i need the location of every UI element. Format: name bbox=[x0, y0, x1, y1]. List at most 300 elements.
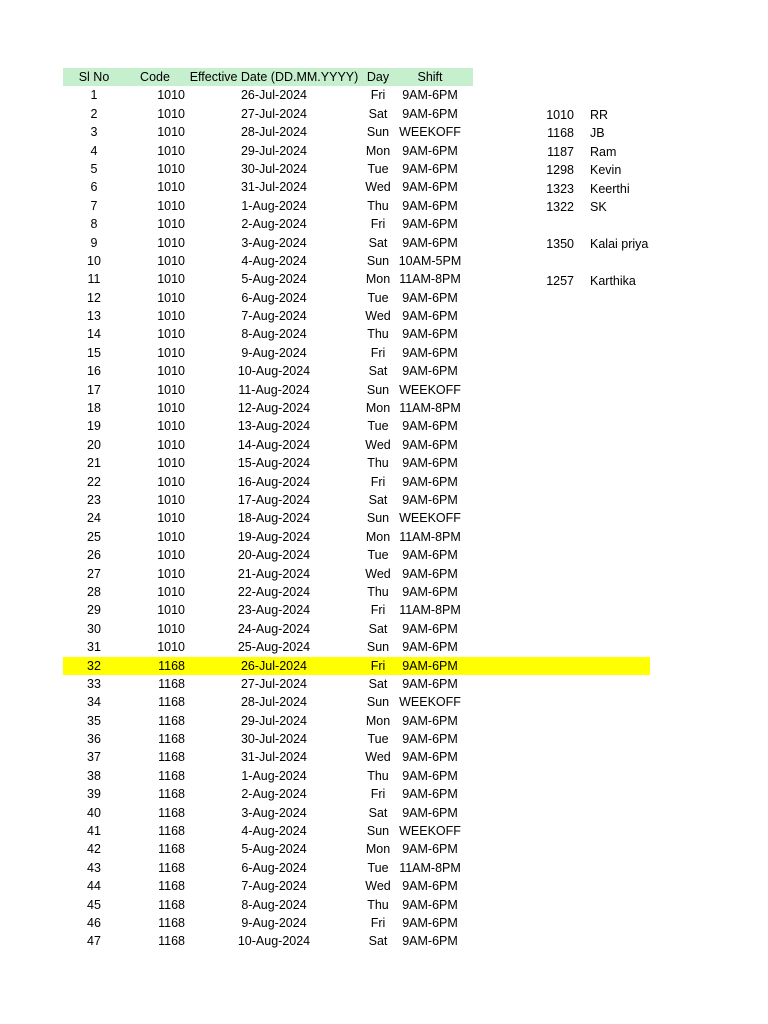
cell-day[interactable]: Sun bbox=[366, 253, 390, 268]
cell-sl-no[interactable]: 43 bbox=[87, 860, 101, 875]
cell-date[interactable]: 30-Jul-2024 bbox=[240, 732, 307, 747]
lookup-code[interactable]: 1322 bbox=[546, 200, 574, 214]
cell-code[interactable]: 1168 bbox=[158, 934, 185, 949]
table-row bbox=[63, 712, 473, 730]
table-row bbox=[63, 399, 473, 417]
table-row bbox=[63, 252, 473, 270]
cell-day[interactable]: Sun bbox=[366, 824, 390, 839]
cell-day[interactable]: Thu bbox=[367, 584, 389, 599]
cell-code[interactable]: 1010 bbox=[157, 566, 185, 581]
cell-sl-no[interactable]: 9 bbox=[90, 235, 98, 250]
cell-date[interactable]: 1-Aug-2024 bbox=[241, 768, 307, 783]
lookup-name[interactable]: RR bbox=[590, 108, 609, 122]
cell-day[interactable]: Fri bbox=[370, 88, 386, 103]
cell-day[interactable]: Sun bbox=[366, 640, 390, 655]
cell-sl-no[interactable]: 23 bbox=[87, 492, 101, 507]
cell-day[interactable]: Sat bbox=[368, 934, 388, 949]
lookup-name[interactable]: SK bbox=[590, 200, 607, 214]
cell-date[interactable]: 25-Aug-2024 bbox=[237, 640, 311, 655]
cell-code[interactable]: 1010 bbox=[157, 327, 185, 342]
cell-shift[interactable]: WEEKOFF bbox=[399, 511, 461, 526]
cell-day[interactable]: Thu bbox=[367, 456, 389, 471]
cell-sl-no[interactable]: 11 bbox=[87, 272, 101, 287]
cell-sl-no[interactable]: 21 bbox=[87, 456, 101, 471]
cell-sl-no[interactable]: 45 bbox=[87, 897, 101, 912]
cell-shift[interactable]: 9AM-6PM bbox=[402, 235, 458, 250]
cell-shift[interactable]: 9AM-6PM bbox=[402, 345, 458, 360]
cell-day[interactable]: Wed bbox=[365, 879, 391, 894]
cell-sl-no[interactable]: 8 bbox=[90, 217, 98, 232]
cell-sl-no[interactable]: 6 bbox=[90, 180, 98, 195]
cell-day[interactable]: Mon bbox=[365, 842, 391, 857]
cell-day[interactable]: Tue bbox=[367, 290, 389, 305]
lookup-name[interactable]: Ram bbox=[590, 144, 617, 159]
cell-code[interactable]: 1010 bbox=[157, 529, 185, 544]
cell-shift[interactable]: 9AM-6PM bbox=[402, 309, 458, 324]
cell-code[interactable]: 1010 bbox=[157, 143, 185, 158]
lookup-name[interactable]: Kevin bbox=[590, 163, 622, 178]
cell-day[interactable]: Mon bbox=[365, 143, 391, 158]
cell-sl-no[interactable]: 38 bbox=[87, 768, 101, 783]
header-sl-no[interactable]: Sl No bbox=[78, 70, 110, 84]
cell-day[interactable]: Sat bbox=[368, 805, 388, 820]
cell-shift[interactable]: 11AM-8PM bbox=[399, 860, 461, 875]
cell-shift[interactable]: 11AM-8PM bbox=[399, 401, 461, 416]
cell-sl-no[interactable]: 40 bbox=[87, 805, 101, 820]
cell-day[interactable]: Wed bbox=[365, 750, 391, 765]
cell-shift[interactable]: 9AM-6PM bbox=[402, 621, 458, 636]
cell-sl-no[interactable]: 19 bbox=[87, 419, 101, 434]
table-row bbox=[63, 565, 473, 583]
cell-code[interactable]: 1010 bbox=[157, 106, 185, 121]
cell-date[interactable]: 23-Aug-2024 bbox=[237, 603, 311, 618]
cell-date[interactable]: 5-Aug-2024 bbox=[241, 272, 307, 287]
cell-code[interactable]: 1010 bbox=[157, 382, 185, 397]
cell-sl-no[interactable]: 31 bbox=[87, 640, 101, 655]
cell-shift[interactable]: 9AM-6PM bbox=[402, 897, 458, 912]
cell-date[interactable]: 27-Jul-2024 bbox=[240, 106, 307, 121]
lookup-code[interactable]: 1350 bbox=[546, 236, 574, 251]
cell-day[interactable]: Sat bbox=[368, 364, 388, 379]
table-row bbox=[63, 307, 473, 325]
cell-code[interactable]: 1168 bbox=[158, 824, 185, 839]
cell-shift[interactable]: 9AM-6PM bbox=[402, 879, 458, 894]
cell-day[interactable]: Mon bbox=[365, 272, 391, 287]
cell-shift[interactable]: 9AM-6PM bbox=[402, 364, 458, 379]
cell-day[interactable]: Fri bbox=[370, 474, 386, 489]
cell-day[interactable]: Wed bbox=[365, 566, 391, 581]
cell-date[interactable]: 2-Aug-2024 bbox=[241, 217, 307, 232]
cell-day[interactable]: Fri bbox=[370, 915, 386, 930]
cell-sl-no[interactable]: 34 bbox=[87, 695, 101, 710]
cell-sl-no[interactable]: 35 bbox=[87, 713, 101, 728]
cell-sl-no[interactable]: 24 bbox=[87, 511, 101, 526]
cell-shift[interactable]: 9AM-6PM bbox=[402, 198, 458, 213]
cell-shift[interactable]: 9AM-6PM bbox=[402, 474, 458, 489]
cell-code[interactable]: 1010 bbox=[157, 217, 185, 232]
cell-date[interactable]: 13-Aug-2024 bbox=[237, 419, 311, 434]
lookup-item bbox=[530, 272, 670, 290]
cell-date[interactable]: 28-Jul-2024 bbox=[240, 695, 307, 710]
cell-day[interactable]: Mon bbox=[365, 529, 391, 544]
cell-shift[interactable]: 9AM-6PM bbox=[402, 456, 458, 471]
cell-date[interactable]: 4-Aug-2024 bbox=[241, 253, 307, 268]
cell-date[interactable]: 6-Aug-2024 bbox=[241, 860, 307, 875]
cell-shift[interactable]: 9AM-6PM bbox=[402, 290, 458, 305]
lookup-code[interactable]: 1187 bbox=[547, 144, 574, 159]
cell-sl-no[interactable]: 36 bbox=[87, 732, 101, 747]
cell-sl-no[interactable]: 39 bbox=[87, 787, 101, 802]
cell-shift[interactable]: 9AM-6PM bbox=[402, 566, 458, 581]
lookup-code[interactable]: 1257 bbox=[546, 273, 574, 288]
cell-day[interactable]: Tue bbox=[367, 419, 389, 434]
cell-code[interactable]: 1010 bbox=[157, 401, 185, 416]
cell-sl-no[interactable]: 4 bbox=[90, 143, 98, 158]
cell-sl-no[interactable]: 13 bbox=[87, 309, 101, 324]
cell-date[interactable]: 27-Jul-2024 bbox=[240, 676, 307, 691]
cell-day[interactable]: Sun bbox=[366, 125, 390, 140]
cell-day[interactable]: Fri bbox=[370, 603, 386, 618]
cell-date[interactable]: 14-Aug-2024 bbox=[237, 437, 311, 452]
cell-day[interactable]: Mon bbox=[365, 713, 391, 728]
lookup-item bbox=[530, 106, 670, 124]
lookup-name[interactable]: Kalai priya bbox=[590, 236, 649, 251]
cell-date[interactable]: 17-Aug-2024 bbox=[237, 492, 311, 507]
cell-shift[interactable]: 11AM-8PM bbox=[399, 529, 461, 544]
cell-shift[interactable]: 9AM-6PM bbox=[402, 584, 458, 599]
cell-code[interactable]: 1010 bbox=[157, 492, 185, 507]
table-row bbox=[63, 748, 473, 766]
table-row bbox=[63, 270, 473, 288]
cell-day[interactable]: Tue bbox=[367, 860, 389, 875]
cell-date[interactable]: 8-Aug-2024 bbox=[241, 897, 307, 912]
table-row bbox=[63, 289, 473, 307]
cell-shift[interactable]: 9AM-6PM bbox=[402, 327, 458, 342]
cell-code[interactable]: 1010 bbox=[157, 253, 185, 268]
cell-day[interactable]: Tue bbox=[367, 732, 389, 747]
cell-sl-no[interactable]: 5 bbox=[90, 161, 98, 176]
cell-day[interactable]: Wed bbox=[365, 437, 391, 452]
table-row bbox=[63, 804, 473, 822]
table-row bbox=[63, 197, 473, 215]
cell-date[interactable]: 1-Aug-2024 bbox=[241, 198, 307, 213]
cell-date[interactable]: 15-Aug-2024 bbox=[237, 456, 311, 471]
cell-code[interactable]: 1168 bbox=[158, 897, 185, 912]
cell-day[interactable]: Fri bbox=[370, 217, 386, 232]
cell-sl-no[interactable]: 44 bbox=[87, 879, 101, 894]
header-code[interactable]: Code bbox=[140, 70, 170, 84]
header-shift[interactable]: Shift bbox=[417, 70, 443, 84]
cell-code[interactable]: 1010 bbox=[157, 548, 185, 563]
cell-date[interactable]: 6-Aug-2024 bbox=[241, 290, 307, 305]
cell-date[interactable]: 24-Aug-2024 bbox=[237, 621, 311, 636]
table-row bbox=[63, 785, 473, 803]
table-row bbox=[63, 86, 473, 104]
cell-shift[interactable]: 9AM-6PM bbox=[402, 768, 458, 783]
cell-date[interactable]: 30-Jul-2024 bbox=[240, 161, 307, 176]
cell-sl-no[interactable]: 25 bbox=[87, 529, 101, 544]
cell-code[interactable]: 1168 bbox=[158, 915, 185, 930]
cell-date[interactable]: 16-Aug-2024 bbox=[237, 474, 311, 489]
cell-date[interactable]: 3-Aug-2024 bbox=[241, 235, 307, 250]
cell-day[interactable]: Sun bbox=[366, 695, 390, 710]
cell-sl-no[interactable]: 47 bbox=[87, 934, 101, 949]
cell-date[interactable]: 10-Aug-2024 bbox=[237, 934, 311, 949]
cell-day[interactable]: Sat bbox=[368, 621, 388, 636]
cell-date[interactable]: 21-Aug-2024 bbox=[237, 566, 311, 581]
table-row bbox=[63, 105, 473, 123]
cell-sl-no[interactable]: 22 bbox=[87, 474, 101, 489]
cell-shift[interactable]: 9AM-6PM bbox=[402, 713, 458, 728]
lookup-name[interactable]: JB bbox=[590, 126, 605, 141]
cell-code[interactable]: 1010 bbox=[157, 621, 185, 636]
cell-sl-no[interactable]: 41 bbox=[87, 824, 101, 839]
cell-sl-no[interactable]: 16 bbox=[87, 364, 101, 379]
cell-code[interactable]: 1010 bbox=[157, 364, 185, 379]
cell-code[interactable]: 1168 bbox=[158, 658, 185, 673]
cell-day[interactable]: Thu bbox=[367, 897, 389, 912]
cell-code[interactable]: 1010 bbox=[157, 419, 185, 434]
cell-date[interactable]: 31-Jul-2024 bbox=[240, 750, 307, 765]
cell-shift[interactable]: 11AM-8PM bbox=[399, 272, 461, 287]
cell-date[interactable]: 3-Aug-2024 bbox=[241, 805, 307, 820]
cell-sl-no[interactable]: 12 bbox=[87, 290, 101, 305]
table-row bbox=[63, 859, 473, 877]
table-row bbox=[63, 234, 473, 252]
cell-shift[interactable]: 9AM-6PM bbox=[402, 180, 458, 195]
cell-shift[interactable]: 9AM-6PM bbox=[402, 492, 458, 507]
cell-day[interactable]: Thu bbox=[367, 768, 389, 783]
cell-day[interactable]: Tue bbox=[367, 161, 389, 176]
cell-date[interactable]: 2-Aug-2024 bbox=[241, 787, 307, 802]
cell-date[interactable]: 11-Aug-2024 bbox=[238, 382, 310, 397]
cell-date[interactable]: 22-Aug-2024 bbox=[237, 584, 311, 599]
cell-shift[interactable]: 9AM-6PM bbox=[402, 676, 458, 691]
cell-shift[interactable]: WEEKOFF bbox=[399, 824, 461, 839]
table-row bbox=[63, 528, 473, 546]
table-row bbox=[63, 344, 473, 362]
cell-shift[interactable]: 9AM-6PM bbox=[402, 88, 458, 103]
cell-shift[interactable]: WEEKOFF bbox=[399, 695, 461, 710]
cell-date[interactable]: 31-Jul-2024 bbox=[240, 180, 307, 195]
cell-code[interactable]: 1010 bbox=[157, 161, 185, 176]
table-row bbox=[63, 325, 473, 343]
cell-sl-no[interactable]: 37 bbox=[87, 750, 101, 765]
table-row bbox=[63, 509, 473, 527]
cell-code[interactable]: 1168 bbox=[158, 768, 185, 783]
cell-date[interactable]: 5-Aug-2024 bbox=[241, 842, 307, 857]
cell-day[interactable]: Sun bbox=[366, 382, 390, 397]
cell-date[interactable]: 18-Aug-2024 bbox=[237, 511, 311, 526]
table-row bbox=[63, 417, 473, 435]
cell-shift[interactable]: 9AM-6PM bbox=[402, 658, 458, 673]
cell-day[interactable]: Sat bbox=[368, 676, 388, 691]
cell-sl-no[interactable]: 17 bbox=[87, 382, 101, 397]
cell-date[interactable]: 9-Aug-2024 bbox=[241, 915, 307, 930]
table-row bbox=[63, 546, 473, 564]
cell-date[interactable]: 26-Jul-2024 bbox=[240, 88, 307, 103]
table-row bbox=[63, 160, 473, 178]
cell-code[interactable]: 1010 bbox=[157, 456, 185, 471]
lookup-item bbox=[530, 216, 670, 234]
cell-code[interactable]: 1010 bbox=[157, 640, 185, 655]
table-row bbox=[63, 381, 473, 399]
cell-date[interactable]: 8-Aug-2024 bbox=[241, 327, 307, 342]
cell-shift[interactable]: 9AM-6PM bbox=[402, 106, 458, 121]
table-row bbox=[63, 767, 473, 785]
cell-date[interactable]: 28-Jul-2024 bbox=[240, 125, 307, 140]
cell-day[interactable]: Wed bbox=[365, 309, 391, 324]
header-day[interactable]: Day bbox=[366, 70, 390, 84]
lookup-item bbox=[530, 180, 670, 198]
cell-date[interactable]: 29-Jul-2024 bbox=[240, 713, 307, 728]
cell-date[interactable]: 7-Aug-2024 bbox=[241, 879, 307, 894]
cell-sl-no[interactable]: 10 bbox=[87, 253, 101, 268]
cell-day[interactable]: Wed bbox=[365, 180, 391, 195]
cell-date[interactable]: 4-Aug-2024 bbox=[241, 824, 307, 839]
cell-day[interactable]: Sat bbox=[368, 235, 388, 250]
cell-shift[interactable]: 9AM-6PM bbox=[402, 732, 458, 747]
cell-code[interactable]: 1010 bbox=[157, 180, 185, 195]
cell-date[interactable]: 26-Jul-2024 bbox=[240, 658, 307, 673]
cell-code[interactable]: 1010 bbox=[157, 511, 185, 526]
cell-code[interactable]: 1010 bbox=[157, 235, 185, 250]
cell-shift[interactable]: WEEKOFF bbox=[399, 125, 461, 140]
table-row bbox=[63, 877, 473, 895]
cell-sl-no[interactable]: 29 bbox=[87, 603, 101, 618]
cell-sl-no[interactable]: 30 bbox=[87, 621, 101, 636]
table-row bbox=[63, 601, 473, 619]
cell-shift[interactable]: 9AM-6PM bbox=[402, 750, 458, 765]
lookup-code[interactable]: 1168 bbox=[547, 126, 574, 141]
cell-shift[interactable]: 9AM-6PM bbox=[402, 915, 458, 930]
cell-code[interactable]: 1010 bbox=[157, 603, 185, 618]
table-row bbox=[63, 178, 473, 196]
table-row bbox=[63, 583, 473, 601]
lookup-name[interactable]: Keerthi bbox=[590, 181, 630, 196]
lookup-code[interactable]: 1298 bbox=[546, 163, 574, 178]
table-row bbox=[63, 914, 473, 932]
cell-code[interactable]: 1010 bbox=[157, 584, 185, 599]
cell-code[interactable]: 1168 bbox=[158, 860, 185, 875]
cell-sl-no[interactable]: 7 bbox=[90, 198, 98, 213]
cell-sl-no[interactable]: 28 bbox=[87, 584, 101, 599]
table-row bbox=[63, 454, 473, 472]
cell-code[interactable]: 1010 bbox=[157, 272, 185, 287]
cell-sl-no[interactable]: 3 bbox=[90, 125, 98, 140]
cell-date[interactable]: 7-Aug-2024 bbox=[241, 309, 307, 324]
cell-day[interactable]: Sun bbox=[366, 511, 390, 526]
cell-code[interactable]: 1010 bbox=[157, 437, 185, 452]
cell-shift[interactable]: 9AM-6PM bbox=[402, 437, 458, 452]
cell-code[interactable]: 1010 bbox=[157, 125, 185, 140]
lookup-code[interactable]: 1323 bbox=[546, 181, 574, 196]
cell-sl-no[interactable]: 32 bbox=[87, 658, 101, 673]
cell-sl-no[interactable]: 27 bbox=[87, 566, 101, 581]
cell-sl-no[interactable]: 14 bbox=[87, 327, 101, 342]
cell-shift[interactable]: 9AM-6PM bbox=[402, 143, 458, 158]
cell-date[interactable]: 19-Aug-2024 bbox=[237, 529, 311, 544]
cell-code[interactable]: 1010 bbox=[157, 290, 185, 305]
cell-code[interactable]: 1010 bbox=[157, 198, 185, 213]
cell-code[interactable]: 1168 bbox=[158, 713, 185, 728]
cell-date[interactable]: 10-Aug-2024 bbox=[237, 364, 311, 379]
table-row bbox=[63, 730, 473, 748]
cell-code[interactable]: 1010 bbox=[157, 309, 185, 324]
cell-code[interactable]: 1168 bbox=[158, 695, 185, 710]
cell-code[interactable]: 1168 bbox=[158, 676, 185, 691]
table-row bbox=[63, 142, 473, 160]
cell-shift[interactable]: 11AM-8PM bbox=[399, 603, 461, 618]
lookup-name[interactable]: Karthika bbox=[590, 273, 636, 288]
cell-code[interactable]: 1010 bbox=[157, 345, 185, 360]
cell-code[interactable]: 1168 bbox=[158, 750, 185, 765]
header-effective-date[interactable]: Effective Date (DD.MM.YYYY) bbox=[189, 70, 359, 84]
cell-day[interactable]: Mon bbox=[365, 401, 391, 416]
cell-date[interactable]: 12-Aug-2024 bbox=[237, 401, 311, 416]
cell-day[interactable]: Fri bbox=[370, 658, 386, 673]
cell-sl-no[interactable]: 42 bbox=[87, 842, 101, 857]
cell-shift[interactable]: 9AM-6PM bbox=[402, 161, 458, 176]
cell-shift[interactable]: WEEKOFF bbox=[399, 382, 461, 397]
table-row bbox=[63, 657, 650, 675]
cell-code[interactable]: 1010 bbox=[157, 474, 185, 489]
cell-code[interactable]: 1168 bbox=[158, 805, 185, 820]
cell-code[interactable]: 1168 bbox=[158, 787, 185, 802]
cell-shift[interactable]: 9AM-6PM bbox=[402, 787, 458, 802]
cell-day[interactable]: Thu bbox=[367, 198, 389, 213]
cell-date[interactable]: 9-Aug-2024 bbox=[241, 345, 307, 360]
cell-sl-no[interactable]: 20 bbox=[87, 437, 101, 452]
cell-shift[interactable]: 9AM-6PM bbox=[402, 934, 458, 949]
table-row bbox=[63, 123, 473, 141]
cell-sl-no[interactable]: 2 bbox=[90, 106, 98, 121]
table-row bbox=[63, 620, 473, 638]
lookup-item bbox=[530, 235, 670, 253]
cell-sl-no[interactable]: 33 bbox=[87, 676, 101, 691]
cell-shift[interactable]: 9AM-6PM bbox=[402, 419, 458, 434]
table-row bbox=[63, 675, 473, 693]
cell-date[interactable]: 20-Aug-2024 bbox=[237, 548, 311, 563]
cell-shift[interactable]: 9AM-6PM bbox=[402, 842, 458, 857]
table-row bbox=[63, 896, 473, 914]
cell-day[interactable]: Fri bbox=[370, 345, 386, 360]
lookup-code[interactable]: 1010 bbox=[546, 108, 574, 122]
cell-sl-no[interactable]: 46 bbox=[87, 915, 101, 930]
cell-day[interactable]: Fri bbox=[370, 787, 386, 802]
cell-shift[interactable]: 10AM-5PM bbox=[398, 253, 462, 268]
table-row bbox=[63, 436, 473, 454]
cell-code[interactable]: 1010 bbox=[157, 88, 185, 103]
cell-sl-no[interactable]: 18 bbox=[87, 401, 101, 416]
cell-code[interactable]: 1168 bbox=[158, 732, 185, 747]
cell-day[interactable]: Sat bbox=[368, 492, 388, 507]
cell-day[interactable]: Thu bbox=[367, 327, 389, 342]
cell-sl-no[interactable]: 15 bbox=[87, 345, 101, 360]
cell-sl-no[interactable]: 1 bbox=[90, 88, 98, 103]
cell-day[interactable]: Sat bbox=[368, 106, 388, 121]
table-row bbox=[63, 473, 473, 491]
cell-shift[interactable]: 9AM-6PM bbox=[402, 217, 458, 232]
cell-shift[interactable]: 9AM-6PM bbox=[402, 548, 458, 563]
cell-code[interactable]: 1168 bbox=[158, 842, 185, 857]
cell-shift[interactable]: 9AM-6PM bbox=[402, 805, 458, 820]
cell-shift[interactable]: 9AM-6PM bbox=[402, 640, 458, 655]
cell-date[interactable]: 29-Jul-2024 bbox=[240, 143, 307, 158]
cell-day[interactable]: Tue bbox=[367, 548, 389, 563]
cell-sl-no[interactable]: 26 bbox=[87, 548, 101, 563]
cell-code[interactable]: 1168 bbox=[158, 879, 185, 894]
